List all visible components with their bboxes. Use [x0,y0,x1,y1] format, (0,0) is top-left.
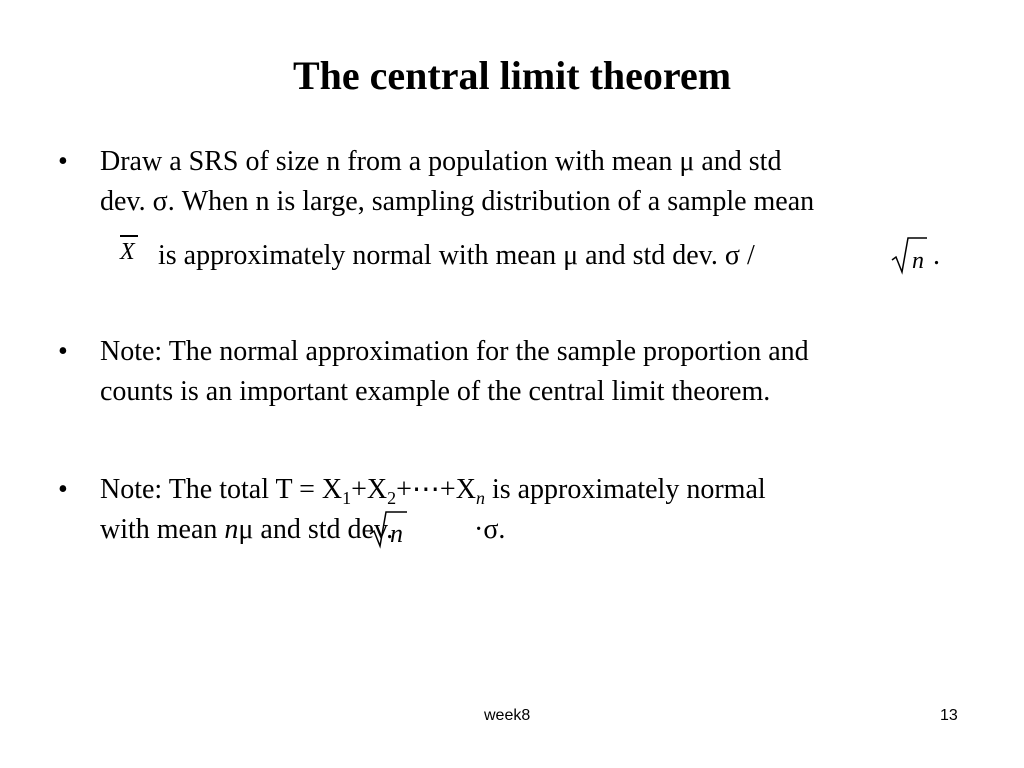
sqrt-n-variable: n [390,519,403,548]
bullet3-mean-std: μ and std dev. [238,514,394,545]
bullet-clt-statement [58,142,958,272]
subscript-n: n [475,488,485,508]
bullet-marker: • [58,146,68,177]
plus-ellipsis-xn: +⋯+X [396,474,476,505]
bullet3-line1-tail: is approximately normal [484,474,766,505]
bullet1-line3-end: . [933,240,940,271]
bullet3-line1 [100,470,766,510]
bullet3-line2 [100,510,393,550]
slide-title: The central limit theorem [292,53,732,98]
footer-page-number: 13 [940,707,958,724]
bullet-marker: • [58,474,68,505]
xbar-symbol: X [120,239,135,265]
plus-x2: +X [351,474,388,505]
bullet1-line1: Draw a SRS of size n from a population with mean μ and std [100,146,782,177]
bullet-note-total [58,470,958,560]
bullet1-line3: is approximately normal with mean μ and std dev. σ / [158,240,755,271]
bullet-marker: • [58,336,68,367]
bullet3-dot-sigma: ·σ. [474,514,506,545]
bullet1-line2: dev. σ. When n is large, sampling distribution of a sample mean [100,186,815,217]
n-variable: n [224,514,239,545]
sqrt-n-variable: n [912,248,924,274]
bullet2-line1: Note: The normal approximation for the sample proportion and [100,336,809,367]
bullet3-total-prefix: Note: The total T = X [100,474,343,505]
subscript-2: 2 [387,488,397,508]
subscript-1: 1 [342,488,352,508]
bullet2-line2: counts is an important example of the central limit theorem. [100,376,771,407]
footer-week-label: week8 [484,707,531,724]
bullet-note-normal-approx [58,332,958,416]
bullet3-line2-prefix: with mean [100,514,225,545]
